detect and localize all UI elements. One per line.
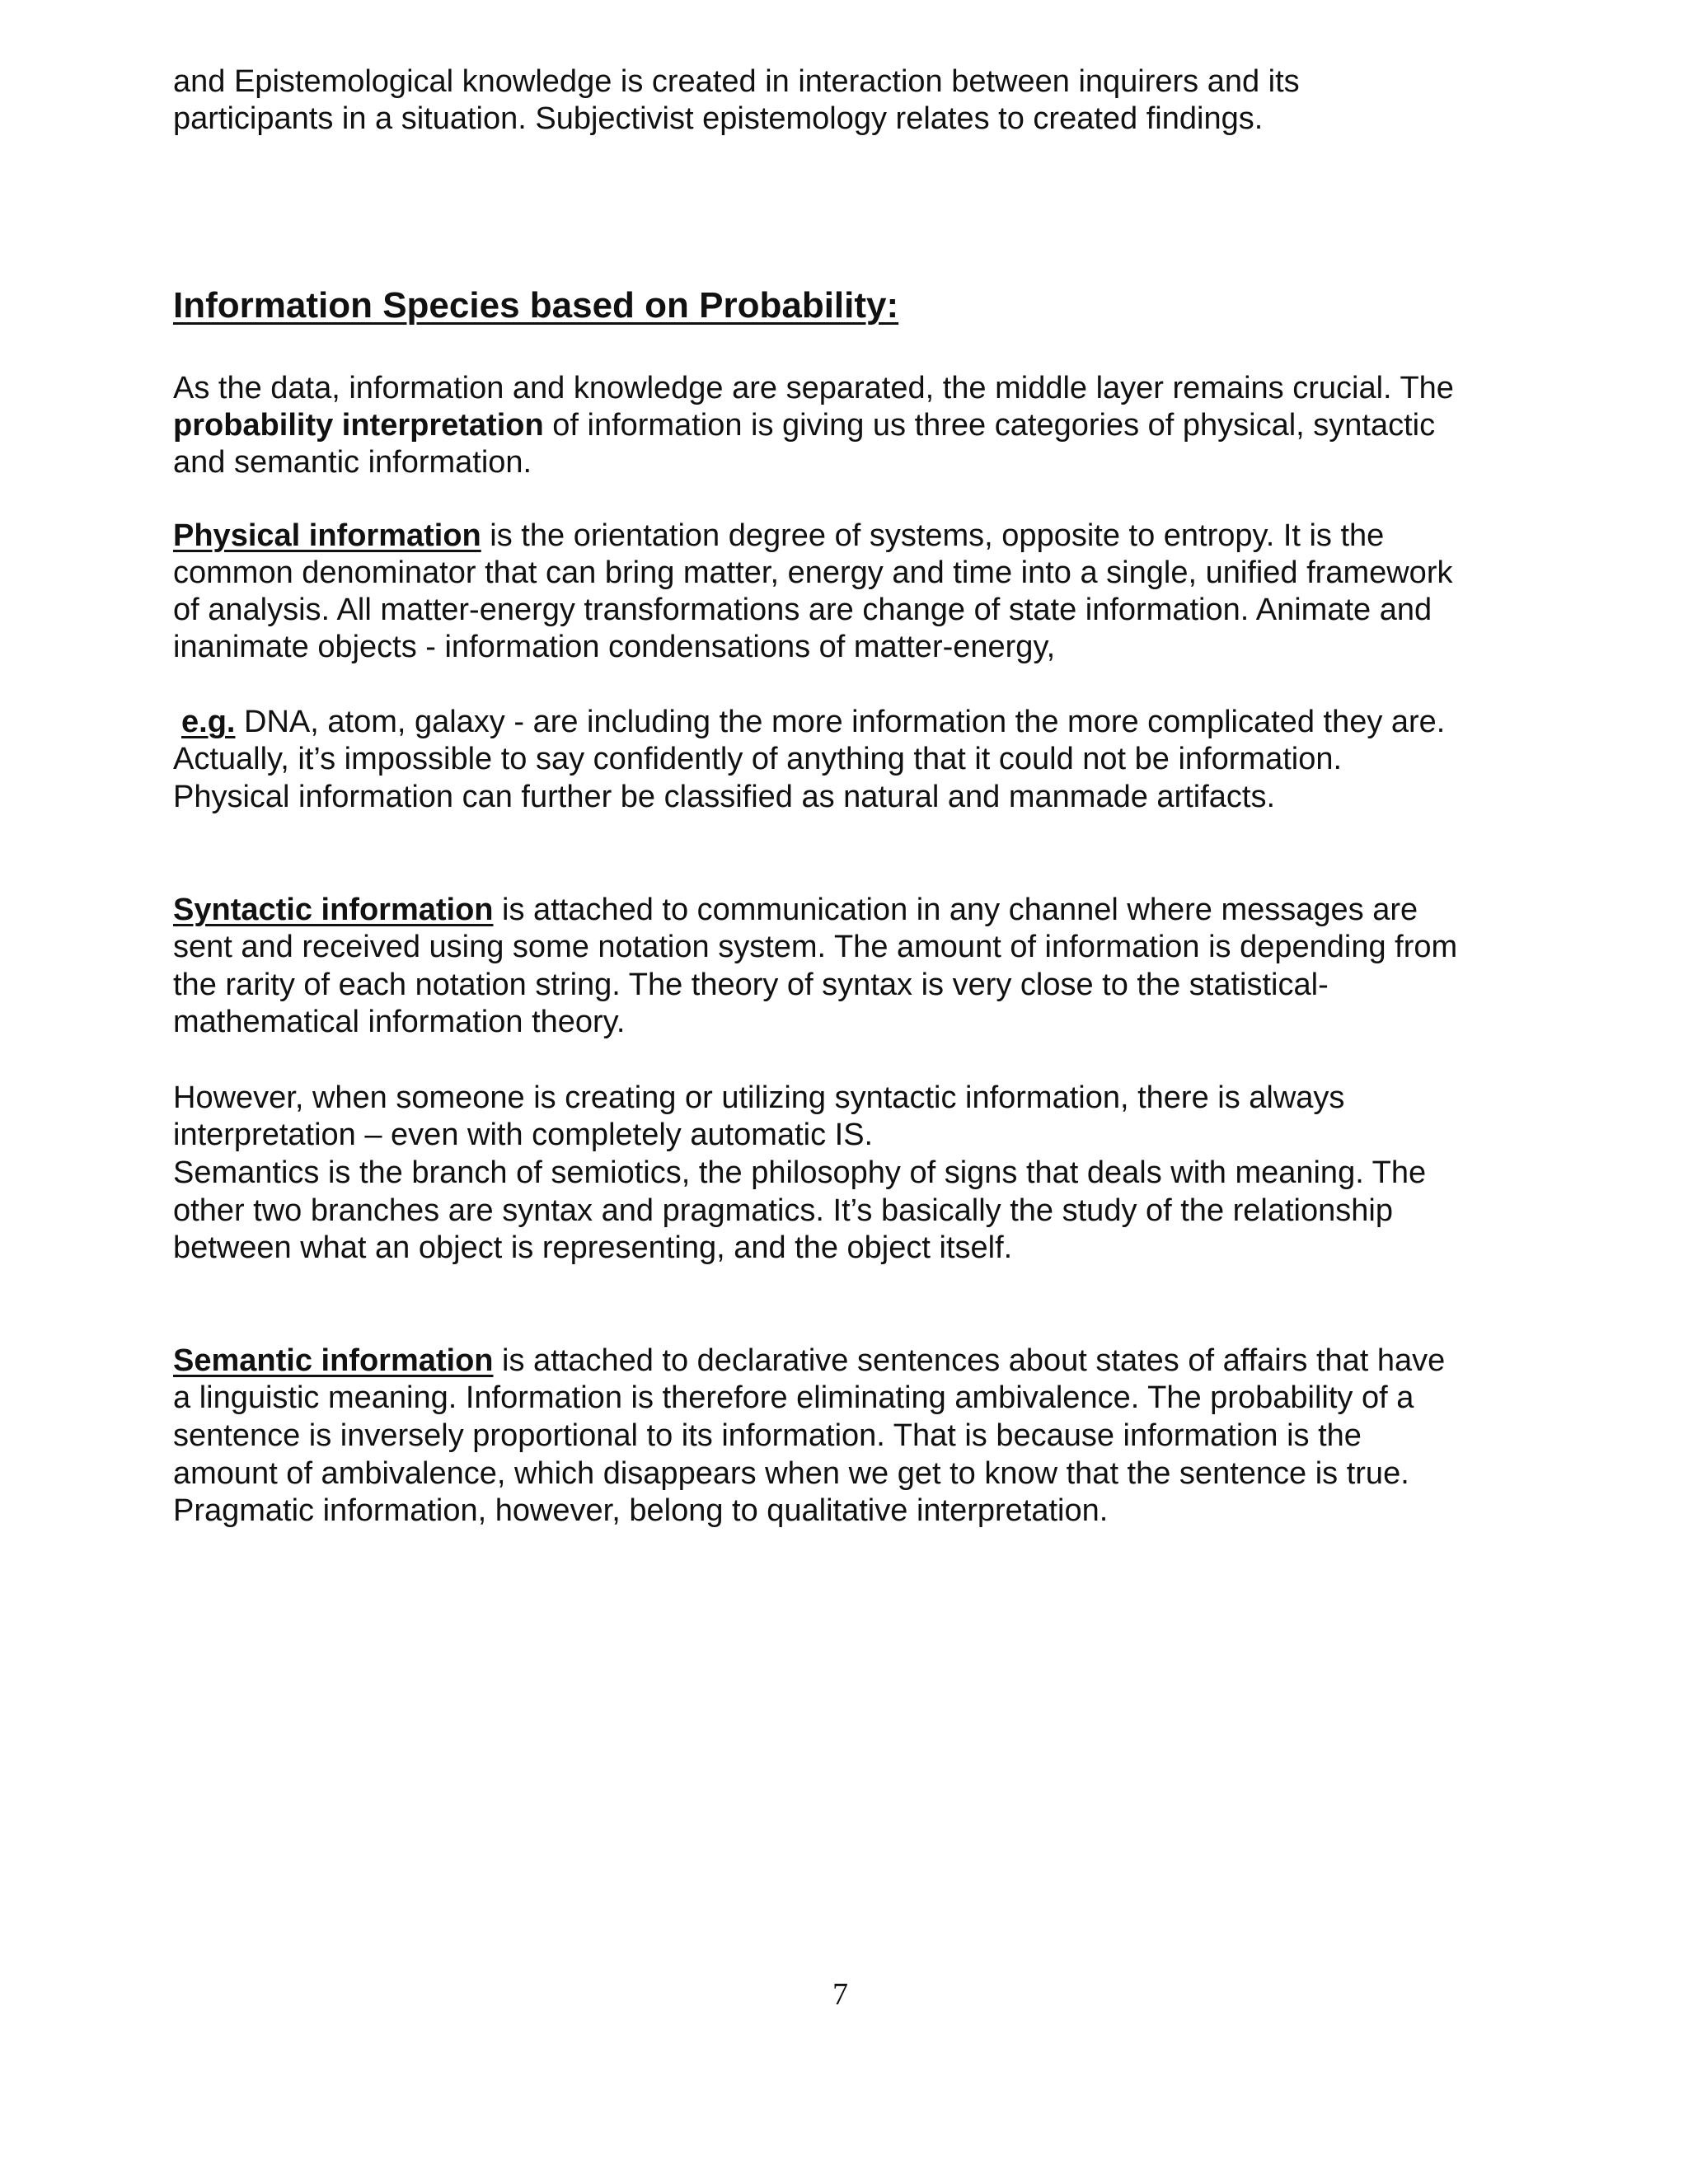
p4-line-4: mathematical information theory.	[173, 1005, 626, 1039]
p3-line-2: Actually, it’s impossible to say confidently of anything that it could not be information.	[173, 742, 1343, 776]
p5-line-2: interpretation – even with completely automatic IS.	[173, 1118, 874, 1152]
physical-information-term: Physical information	[173, 518, 481, 553]
p3-line-1-text: DNA, atom, galaxy - are including the more information the more complicated they are.	[235, 705, 1446, 739]
p2-line-2: common denominator that can bring matter, energy and time into a single, unified framework	[173, 555, 1453, 590]
p6-line-1	[173, 1342, 1445, 1380]
p1-line-2	[173, 406, 1435, 444]
semantic-information-term: Semantic information	[173, 1343, 494, 1378]
p5-line-4: other two branches are syntax and pragmatics. It’s basically the study of the relationship	[173, 1193, 1393, 1228]
intro-line-1: and Epistemological knowledge is created in interaction between inquirers and its	[173, 64, 1300, 99]
section-heading: Information Species based on Probability:	[173, 285, 899, 326]
p5-line-5: between what an object is representing, and the object itself.	[173, 1230, 1013, 1265]
p2-line-3: of analysis. All matter-energy transformations are change of state information. Animate and	[173, 593, 1432, 627]
p4-line-1-text: is attached to communication in any channel where messages are	[493, 893, 1418, 927]
p3-line-3: Physical information can further be classified as natural and manmade artifacts.	[173, 780, 1275, 814]
p6-line-2: a linguistic meaning. Information is therefore eliminating ambivalence. The probability of a	[173, 1380, 1414, 1415]
p2-line-4: inanimate objects - information condensations of matter-energy,	[173, 630, 1056, 664]
p6-line-1-text: is attached to declarative sentences about states of affairs that have	[493, 1343, 1446, 1378]
eg-term: e.g.	[181, 705, 236, 739]
probability-interpretation-term: probability interpretation	[173, 408, 544, 443]
p4-line-1	[173, 891, 1418, 929]
p4-line-3: the rarity of each notation string. The theory of syntax is very close to the statistical-	[173, 968, 1329, 1002]
syntactic-information-term: Syntactic information	[173, 893, 494, 927]
p1-line-2-text: of information is giving us three categories of physical, syntactic	[543, 408, 1436, 443]
p6-line-3: sentence is inversely proportional to its information. That is because information is the	[173, 1418, 1362, 1453]
p1-line-3: and semantic information.	[173, 445, 532, 480]
p3-line-1	[181, 703, 1445, 741]
p4-line-2: sent and received using some notation system. The amount of information is depending from	[173, 930, 1458, 964]
page-number: 7	[832, 1977, 848, 2012]
p6-line-5: Pragmatic information, however, belong to qualitative interpretation.	[173, 1493, 1109, 1528]
p1-line-1: As the data, information and knowledge are separated, the middle layer remains crucial. The	[173, 371, 1454, 405]
intro-line-2: participants in a situation. Subjectivist epistemology relates to created findings.	[173, 101, 1264, 136]
p5-line-1: However, when someone is creating or utilizing syntactic information, there is always	[173, 1080, 1345, 1115]
p6-line-4: amount of ambivalence, which disappears when we get to know that the sentence is true.	[173, 1456, 1409, 1491]
p2-line-1-text: is the orientation degree of systems, opposite to entropy. It is the	[481, 518, 1385, 553]
p5-line-3: Semantics is the branch of semiotics, the philosophy of signs that deals with meaning. The	[173, 1155, 1427, 1190]
p2-line-1	[173, 517, 1384, 555]
